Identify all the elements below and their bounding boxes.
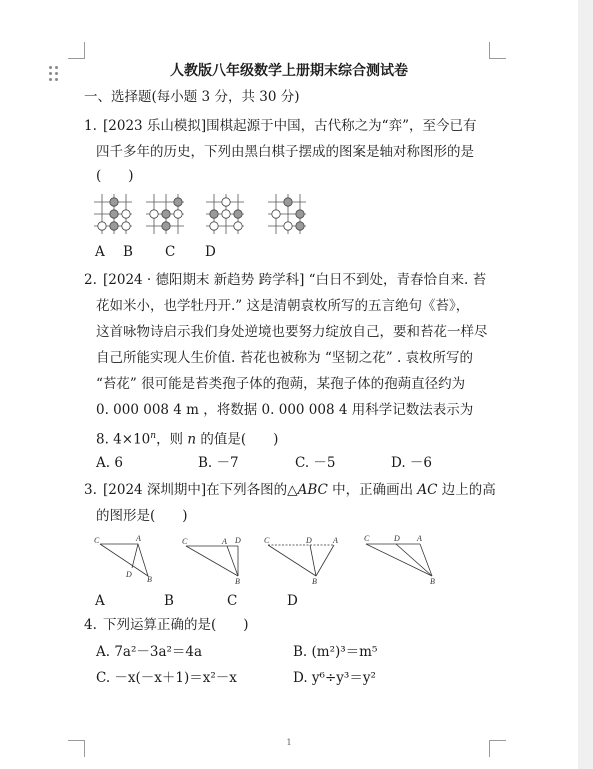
q1-go-figures (92, 192, 322, 236)
q2-line4: 自己所能实现人生价值. 苔花也被称为 “坚韧之花” . 袁枚所写的 (96, 350, 474, 366)
q2-number: 2. (84, 272, 97, 288)
q3-text: [2024 深圳期中]在下列各图的△ (103, 482, 298, 498)
q2-option-a: A. 6 (96, 455, 123, 471)
q3-line1 (103, 481, 496, 499)
q1-number: 1. (84, 118, 97, 134)
q3-point-c: C (264, 536, 270, 545)
q3-triangle-name: ABC (297, 482, 328, 498)
q4-option-b: B. (m²)³＝m⁵ (293, 644, 378, 660)
q3-point-d: D (394, 534, 400, 543)
q3-point-b: B (430, 577, 435, 584)
q3-point-a: A (222, 537, 227, 546)
q2-text: ，则 (156, 431, 188, 448)
q3-triangle-figures (90, 532, 450, 584)
q3-point-b: B (235, 577, 240, 584)
q1-label-a: A (95, 244, 105, 260)
q3-point-a: A (136, 534, 141, 543)
q1-line3: ( ) (96, 168, 134, 184)
vertical-scrollbar[interactable] (578, 0, 593, 769)
q1-label-c: C (165, 244, 176, 260)
q1-label-b: B (123, 244, 133, 260)
q2-line1: [2024 · 德阳期末 新趋势 跨学科] “白日不到处，青春恰自来. 苔 (103, 272, 487, 288)
q2-option-b: B. －7 (198, 455, 239, 471)
q2-variable: n (187, 431, 197, 448)
q3-label-b: B (164, 593, 174, 609)
crop-mark-top-right (489, 42, 506, 59)
document-title: 人教版八年级数学上册期末综合测试卷 (170, 63, 408, 79)
q1-label-d: D (205, 244, 216, 260)
q2-text: 的值是( ) (196, 431, 279, 448)
q3-point-b: B (312, 577, 317, 584)
q2-line7 (96, 427, 278, 449)
q2-sci-base: 8. 4×10 (96, 431, 151, 448)
q2-line5: “苔花” 很可能是苔类孢子体的孢蒴，某孢子体的孢蒴直径约为 (96, 376, 466, 392)
q1-line2: 四千多年的历史，下列由黑白棋子摆成的图案是轴对称图形的是 (96, 144, 474, 160)
q3-point-c: C (94, 536, 100, 545)
q3-point-c: C (182, 537, 188, 546)
q2-line2: 花如米小，也学牡丹开.” 这是清朝袁枚所写的五言绝句《苔》， (96, 298, 470, 314)
q3-point-a: A (333, 536, 338, 545)
q4-option-d: D. y⁶÷y³＝y² (293, 670, 376, 686)
q2-exponent: n (150, 431, 157, 441)
q3-point-a: A (417, 534, 422, 543)
q3-label-c: C (227, 593, 238, 609)
q2-line3: 这首咏物诗启示我们身处逆境也要努力绽放自己，要和苔花一样尽 (96, 324, 488, 340)
q3-point-d: D (306, 536, 312, 545)
q4-number: 4. (84, 617, 97, 633)
q3-point-b: B (147, 575, 152, 584)
q3-text: 边上的高 (437, 482, 496, 498)
q3-side-name: AC (417, 482, 438, 498)
q1-line1: [2023 乐山模拟]围棋起源于中国，古代称之为“弈”，至今已有 (103, 118, 477, 134)
q4-option-c: C. －x(－x＋1)＝x²－x (96, 670, 237, 686)
q4-option-a: A. 7a²－3a²＝4a (96, 644, 203, 660)
q3-number: 3. (84, 482, 97, 498)
q3-point-c: C (364, 534, 370, 543)
q3-point-d: D (235, 536, 241, 545)
q3-point-d: D (126, 570, 132, 579)
section-heading: 一、选择题(每小题 3 分，共 30 分) (84, 89, 300, 105)
q2-option-c: C. －5 (295, 455, 336, 471)
q2-line6: 0. 000 008 4 m ，将数据 0. 000 008 4 用科学记数法表示为 (96, 402, 474, 418)
q3-text: 中，正确画出 (327, 482, 418, 498)
page-number: 1 (286, 738, 292, 747)
q4-line1: 下列运算正确的是( ) (103, 617, 249, 633)
q3-label-a: A (95, 593, 105, 609)
q3-line2: 的图形是( ) (96, 508, 188, 524)
crop-mark-top-left (68, 42, 85, 59)
q2-option-d: D. －6 (391, 455, 433, 471)
q3-label-d: D (287, 593, 298, 609)
